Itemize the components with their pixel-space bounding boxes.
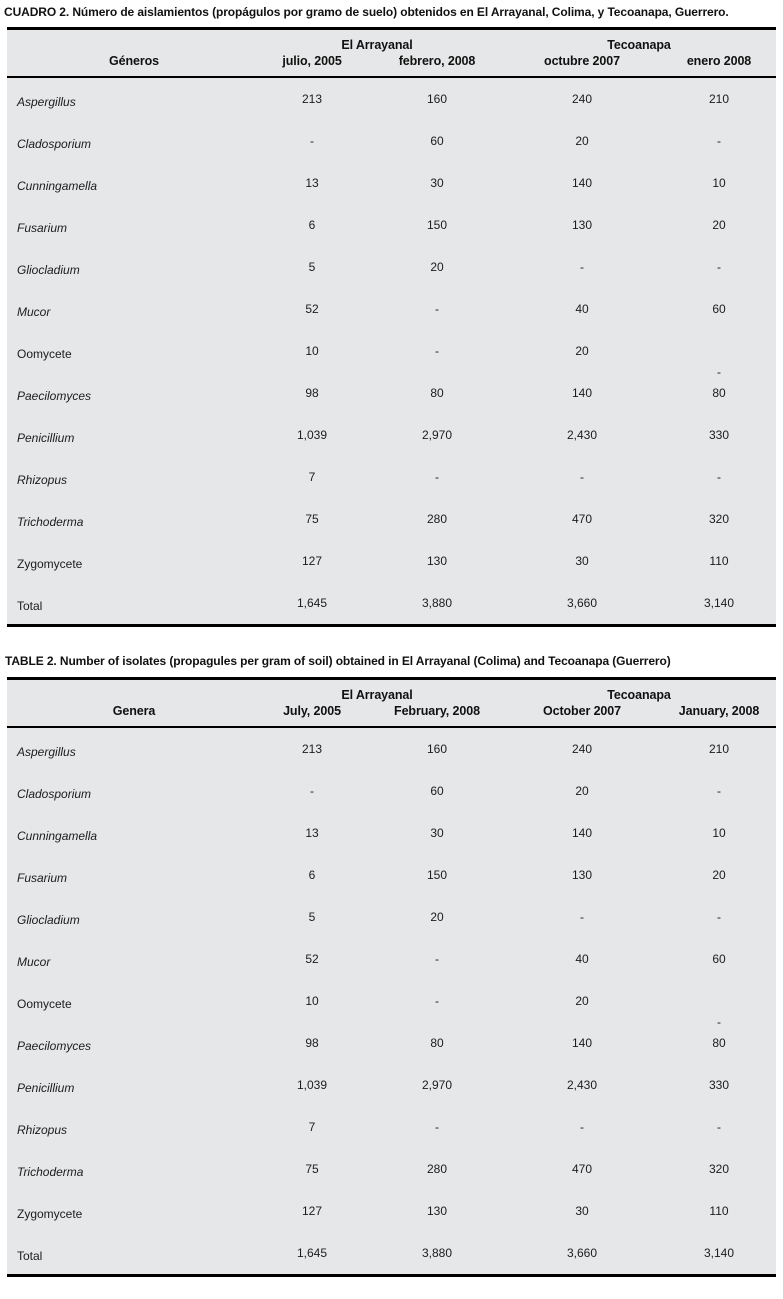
value-cell: 40 xyxy=(575,302,589,316)
value-cell: - xyxy=(717,134,721,148)
value-cell: 140 xyxy=(571,826,593,840)
table-row xyxy=(7,540,776,582)
genus-cell: Fusarium xyxy=(17,871,68,885)
table-row xyxy=(7,980,776,1022)
value-cell: 130 xyxy=(426,1204,448,1218)
value-cell: 1,645 xyxy=(296,1246,328,1260)
value-cell: - xyxy=(580,910,584,924)
table-row xyxy=(7,414,776,456)
column-header: octubre 2007 xyxy=(502,53,662,77)
value-cell: 470 xyxy=(571,512,593,526)
value-cell: 30 xyxy=(430,176,444,190)
value-cell: 20 xyxy=(575,344,589,358)
value-cell: 60 xyxy=(712,302,726,316)
genus-cell: Trichoderma xyxy=(17,1165,84,1179)
value-cell: 20 xyxy=(430,910,444,924)
table-row xyxy=(7,498,776,540)
genus-cell: Zygomycete xyxy=(17,1207,83,1221)
genus-cell: Penicillium xyxy=(17,431,75,445)
value-cell: 13 xyxy=(305,826,319,840)
table-caption-english: TABLE 2. Number of isolates (propagules per gram of soil) obtained in El Arrayanal (Colima) and Tecoanapa (Guerrero) xyxy=(5,654,671,668)
value-cell: 60 xyxy=(712,952,726,966)
genus-column-header: Genera xyxy=(7,703,252,727)
value-cell: 5 xyxy=(308,260,316,274)
table-container-spanish xyxy=(7,27,776,627)
value-cell: 30 xyxy=(575,1204,589,1218)
genus-cell: Oomycete xyxy=(17,997,72,1011)
value-cell: - xyxy=(435,302,439,316)
value-cell: 330 xyxy=(708,428,730,442)
value-cell: - xyxy=(580,470,584,484)
value-cell: - xyxy=(435,952,439,966)
column-group-header: Tecoanapa xyxy=(607,38,671,52)
value-cell: - xyxy=(717,784,721,798)
value-cell: 280 xyxy=(426,1162,448,1176)
table-caption-spanish: CUADRO 2. Número de aislamientos (propágulos por gramo de suelo) obtenidos en El Arrayanal, Colima, y Tecoanapa, Guerrero. xyxy=(4,5,729,19)
genus-cell: Fusarium xyxy=(17,221,68,235)
value-cell: - xyxy=(717,365,721,379)
value-cell: 80 xyxy=(712,386,726,400)
value-cell: - xyxy=(310,784,314,798)
value-cell: - xyxy=(717,910,721,924)
genus-cell: Oomycete xyxy=(17,347,72,361)
value-cell: 30 xyxy=(430,826,444,840)
value-cell: 7 xyxy=(308,470,316,484)
value-cell: 240 xyxy=(571,92,593,106)
value-cell: 140 xyxy=(571,386,593,400)
value-cell: 110 xyxy=(709,554,729,568)
table-row xyxy=(7,246,776,288)
value-cell: 240 xyxy=(571,742,593,756)
value-cell: 330 xyxy=(708,1078,730,1092)
value-cell: 470 xyxy=(571,1162,593,1176)
value-cell: 150 xyxy=(426,218,448,232)
table-row xyxy=(7,288,776,330)
value-cell: - xyxy=(435,470,439,484)
value-cell: 10 xyxy=(712,826,726,840)
value-cell: 210 xyxy=(708,742,730,756)
value-cell: 52 xyxy=(305,952,319,966)
value-cell: 10 xyxy=(305,994,319,1008)
table-row xyxy=(7,204,776,246)
value-cell: 20 xyxy=(575,784,589,798)
genus-cell: Aspergillus xyxy=(17,95,76,109)
table-block-english xyxy=(0,649,783,1277)
value-cell: 110 xyxy=(709,1204,729,1218)
table-row xyxy=(7,1106,776,1148)
value-cell: 3,880 xyxy=(421,596,453,610)
table-row xyxy=(7,854,776,896)
genus-cell: Zygomycete xyxy=(17,557,83,571)
table-row xyxy=(7,1064,776,1106)
value-cell: 130 xyxy=(426,554,448,568)
header-spacer xyxy=(7,29,252,54)
genus-cell: Gliocladium xyxy=(17,263,80,277)
table-row xyxy=(7,582,776,626)
value-cell: - xyxy=(435,1120,439,1134)
value-cell: 13 xyxy=(305,176,319,190)
table-row xyxy=(7,812,776,854)
value-cell: 5 xyxy=(308,910,316,924)
value-cell: 20 xyxy=(712,218,726,232)
column-group-header: El Arrayanal xyxy=(341,688,413,702)
value-cell: 60 xyxy=(430,784,444,798)
value-cell: 160 xyxy=(426,92,448,106)
genus-column-header: Géneros xyxy=(7,53,252,77)
value-cell: - xyxy=(717,1120,721,1134)
genus-cell: Total xyxy=(17,1249,43,1263)
value-cell: 127 xyxy=(301,554,323,568)
table-row xyxy=(7,896,776,938)
value-cell: 7 xyxy=(308,1120,316,1134)
table-row xyxy=(7,330,776,372)
value-cell: 3,660 xyxy=(566,596,598,610)
genus-cell: Cunningamella xyxy=(17,829,98,843)
header-spacer xyxy=(7,679,252,704)
column-header: January, 2008 xyxy=(662,703,776,727)
value-cell: 160 xyxy=(426,742,448,756)
value-cell: - xyxy=(717,1015,721,1029)
value-cell: 20 xyxy=(575,134,589,148)
table-row xyxy=(7,120,776,162)
genus-cell: Mucor xyxy=(17,955,51,969)
table-container-english xyxy=(7,677,776,1277)
column-group-header: Tecoanapa xyxy=(607,688,671,702)
genus-cell: Aspergillus xyxy=(17,745,76,759)
value-cell: 75 xyxy=(305,512,319,526)
value-cell: 60 xyxy=(430,134,444,148)
value-cell: 1,039 xyxy=(296,428,328,442)
genus-cell: Cladosporium xyxy=(17,787,92,801)
value-cell: 213 xyxy=(301,92,323,106)
value-cell: - xyxy=(310,134,314,148)
column-header: July, 2005 xyxy=(252,703,372,727)
value-cell: 280 xyxy=(426,512,448,526)
value-cell: 3,660 xyxy=(566,1246,598,1260)
value-cell: 20 xyxy=(430,260,444,274)
value-cell: 1,039 xyxy=(296,1078,328,1092)
value-cell: 2,970 xyxy=(421,1078,453,1092)
value-cell: 20 xyxy=(575,994,589,1008)
table-row xyxy=(7,1148,776,1190)
value-cell: 98 xyxy=(305,386,319,400)
table-row xyxy=(7,770,776,812)
genus-cell: Cunningamella xyxy=(17,179,98,193)
value-cell: - xyxy=(580,260,584,274)
value-cell: 1,645 xyxy=(296,596,328,610)
value-cell: 6 xyxy=(308,868,316,882)
table-row xyxy=(7,77,776,120)
value-cell: 140 xyxy=(571,176,593,190)
genus-cell: Mucor xyxy=(17,305,51,319)
value-cell: 52 xyxy=(305,302,319,316)
value-cell: 127 xyxy=(301,1204,323,1218)
value-cell: 140 xyxy=(571,1036,593,1050)
value-cell: - xyxy=(580,1120,584,1134)
value-cell: 2,970 xyxy=(421,428,453,442)
value-cell: 20 xyxy=(712,868,726,882)
data-table xyxy=(7,27,776,627)
value-cell: 98 xyxy=(305,1036,319,1050)
table-row xyxy=(7,162,776,204)
data-table xyxy=(7,677,776,1277)
value-cell: 10 xyxy=(712,176,726,190)
genus-cell: Cladosporium xyxy=(17,137,92,151)
value-cell: 10 xyxy=(305,344,319,358)
table-row xyxy=(7,1232,776,1276)
value-cell: 210 xyxy=(708,92,730,106)
table-block-spanish xyxy=(0,0,783,627)
genus-cell: Paecilomyces xyxy=(17,389,92,403)
value-cell: 80 xyxy=(712,1036,726,1050)
column-header: February, 2008 xyxy=(372,703,502,727)
column-header: julio, 2005 xyxy=(252,53,372,77)
genus-cell: Gliocladium xyxy=(17,913,80,927)
table-row xyxy=(7,1190,776,1232)
value-cell: - xyxy=(717,260,721,274)
value-cell: 3,140 xyxy=(703,596,735,610)
column-group-header: El Arrayanal xyxy=(341,38,413,52)
value-cell: 3,880 xyxy=(421,1246,453,1260)
value-cell: 320 xyxy=(708,1162,730,1176)
table-row xyxy=(7,727,776,770)
column-header: enero 2008 xyxy=(662,53,776,77)
value-cell: 150 xyxy=(426,868,448,882)
value-cell: 75 xyxy=(305,1162,319,1176)
value-cell: 3,140 xyxy=(703,1246,735,1260)
value-cell: 80 xyxy=(430,386,444,400)
value-cell: 2,430 xyxy=(566,428,598,442)
table-row xyxy=(7,938,776,980)
genus-cell: Total xyxy=(17,599,43,613)
value-cell: 130 xyxy=(571,218,593,232)
table-row xyxy=(7,372,776,414)
value-cell: 2,430 xyxy=(566,1078,598,1092)
value-cell: 6 xyxy=(308,218,316,232)
value-cell: 80 xyxy=(430,1036,444,1050)
genus-cell: Paecilomyces xyxy=(17,1039,92,1053)
value-cell: 213 xyxy=(301,742,323,756)
table-row xyxy=(7,456,776,498)
column-header: febrero, 2008 xyxy=(372,53,502,77)
genus-cell: Trichoderma xyxy=(17,515,84,529)
value-cell: - xyxy=(717,470,721,484)
value-cell: 30 xyxy=(575,554,589,568)
value-cell: - xyxy=(435,344,439,358)
column-header: October 2007 xyxy=(502,703,662,727)
genus-cell: Rhizopus xyxy=(17,1123,68,1137)
value-cell: - xyxy=(435,994,439,1008)
genus-cell: Penicillium xyxy=(17,1081,75,1095)
value-cell: 40 xyxy=(575,952,589,966)
genus-cell: Rhizopus xyxy=(17,473,68,487)
table-row xyxy=(7,1022,776,1064)
value-cell: 130 xyxy=(571,868,593,882)
value-cell: 320 xyxy=(708,512,730,526)
